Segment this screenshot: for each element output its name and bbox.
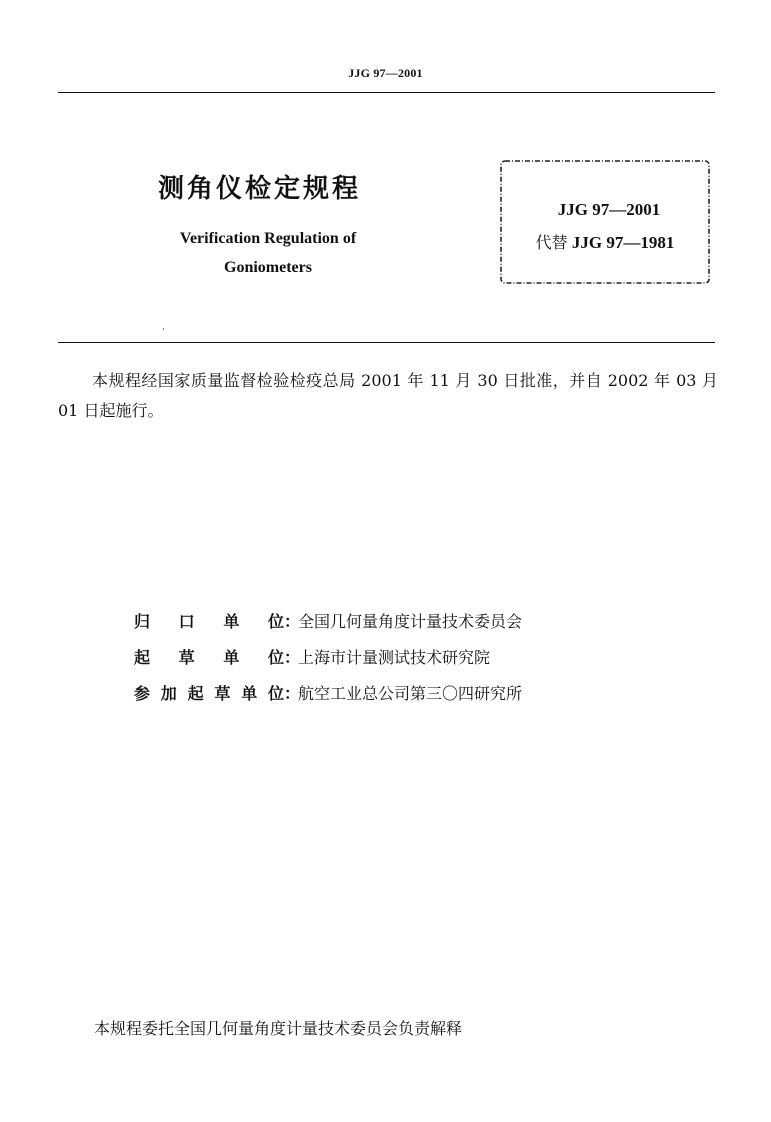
unit-colon: ： — [284, 647, 301, 667]
label-char: 口 — [178, 611, 195, 631]
replaces-prefix: 代替 — [535, 233, 568, 252]
label-char: 草 — [214, 683, 231, 703]
title-english-line2: Goniometers — [224, 259, 312, 276]
interpretation-note: 本规程委托全国几何量角度计量技术委员会负责解释 — [94, 1019, 463, 1038]
label-char: 位 — [267, 611, 284, 631]
label-char: 加 — [160, 683, 177, 703]
label-char: 归 — [134, 611, 151, 631]
unit-row-responsible — [134, 602, 522, 638]
label-char: 位 — [267, 683, 284, 703]
unit-row-participating — [134, 674, 522, 710]
label-char: 单 — [223, 611, 240, 631]
unit-row-drafting — [134, 638, 522, 674]
top-rule — [58, 92, 715, 93]
unit-value: 全国几何量角度计量技术委员会 — [298, 611, 523, 631]
unit-value: 航空工业总公司第三〇四研究所 — [298, 683, 523, 703]
title-chinese: 测角仪检定规程 — [158, 174, 362, 204]
unit-value: 上海市计量测试技术研究院 — [298, 647, 491, 667]
label-char: 单 — [223, 647, 240, 667]
label-char: 草 — [178, 647, 195, 667]
unit-label — [134, 645, 284, 668]
approval-statement: 本规程经国家质量监督检验检疫总局 2001 年 11 月 30 日批准，并自 2002 年 03 月 01 日起施行。 — [58, 371, 718, 420]
decorative-border — [498, 158, 712, 286]
scan-speck — [163, 328, 164, 330]
label-char: 参 — [134, 683, 151, 703]
title-english-line1: Verification Regulation of — [179, 230, 357, 247]
standard-number: JJG 97—2001 — [557, 200, 661, 219]
replaces-line — [498, 230, 712, 253]
responsible-units — [134, 602, 522, 710]
middle-rule — [58, 342, 715, 343]
unit-label — [134, 681, 284, 704]
header-code: JJG 97—2001 — [348, 66, 423, 80]
unit-label — [134, 609, 284, 632]
label-char: 位 — [267, 647, 284, 667]
label-char: 起 — [187, 683, 204, 703]
label-char: 起 — [134, 647, 151, 667]
code-box — [498, 158, 712, 286]
unit-colon: ： — [284, 611, 301, 631]
label-char: 单 — [241, 683, 258, 703]
replaced-number: JJG 97—1981 — [571, 233, 675, 252]
unit-colon: ： — [284, 683, 301, 703]
